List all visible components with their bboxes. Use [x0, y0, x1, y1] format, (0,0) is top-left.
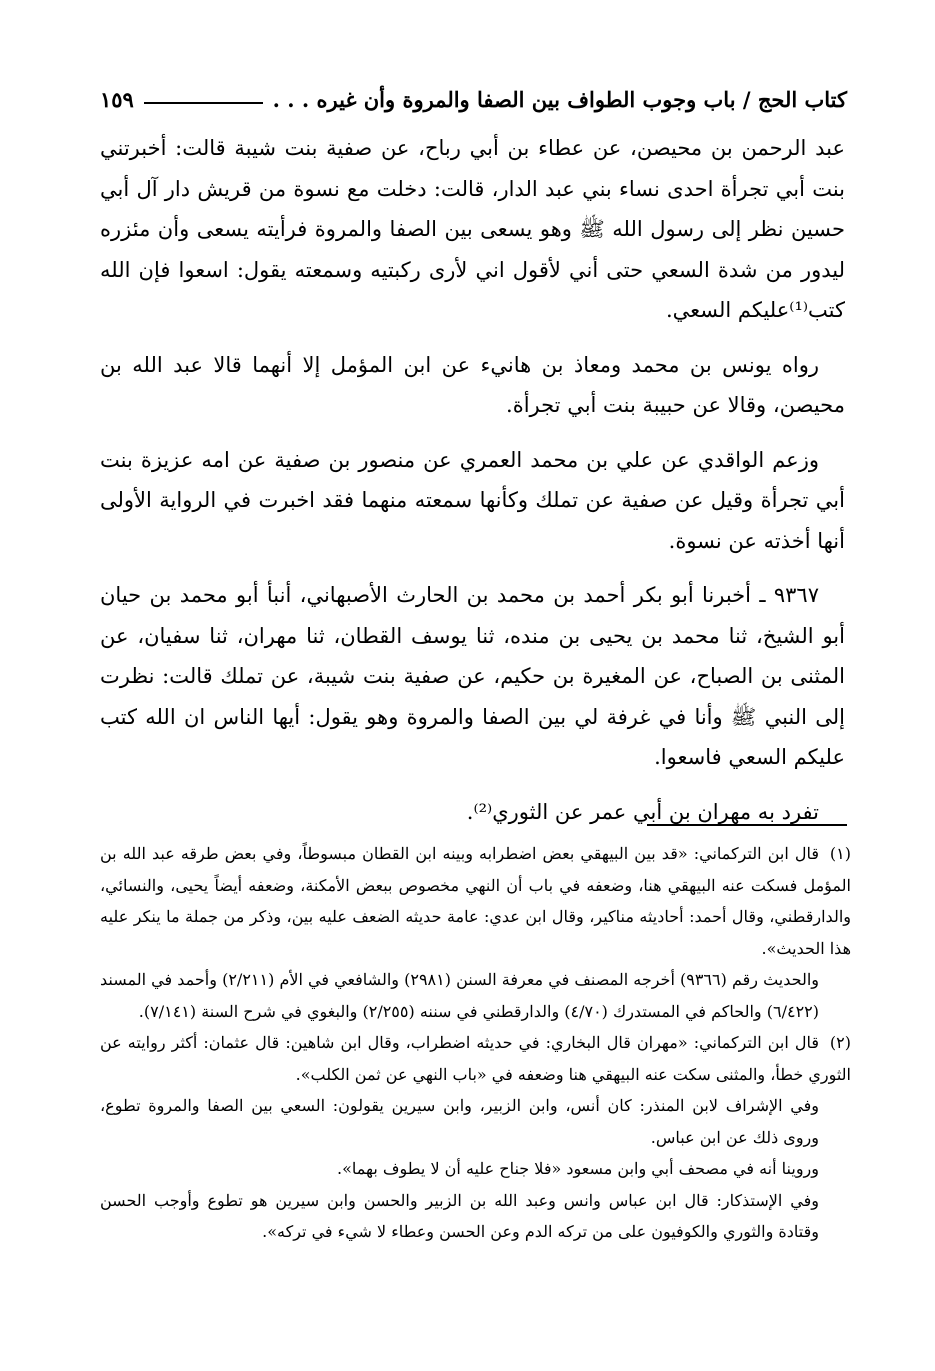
- footnote-2: [100, 1027, 851, 1090]
- paragraph-5: تفرد به مهران بن أبي عمر عن الثوري⁽²⁾.: [466, 799, 819, 824]
- footnote-2-text: قال ابن التركماني: «مهران قال البخاري: في حديثه اضطراب، وقال ابن شاهين: قال عثمان: أكثر روايته عن الثوري خطأ، والمثنى سكت عنه البيهقي هنا وضعفه في «باب النهي عن ثمن الكلب».: [100, 1033, 851, 1084]
- header-title: كتاب الحج / باب وجوب الطواف بين الصفا والمروة وأن غيره . . .: [272, 87, 847, 112]
- footnote-2-mushaf: وروينا أنه في مصحف أبي وابن مسعود «فلا جناح عليه أن لا يطوف بهما».: [337, 1159, 819, 1178]
- page-number: ١٥٩: [100, 87, 134, 112]
- header-rule: [144, 102, 263, 104]
- footnote-2-number: (٢): [829, 1033, 851, 1052]
- footnote-2-ishraf: وفي الإشراف لابن المنذر: كان أنس، وابن الزبير، وابن سيرين يقولون: السعي بين الصفا والمروة تطوع، وروى ذلك عن ابن عباس.: [100, 1096, 819, 1147]
- footnote-1-references: والحديث رقم (٩٣٦٦) أخرجه المصنف في معرفة السنن (٢٩٨١) والشافعي في الأم (٢/٢١١) وأحمد في المسند (٦/٤٢٢) والحاكم في المستدرك (٤/٧٠) والدارقطني في سننه (٢/٢٥٥) والبغوي في شرح السنة (٧/١٤١).: [100, 970, 820, 1021]
- running-header: [100, 78, 847, 112]
- paragraph-1: عبد الرحمن بن محيصن، عن عطاء بن أبي رباح، عن صفية بنت شيبة قالت: أخبرتني بنت أبي تجرأة احدى نساء بني عبد الدار، قالت: دخلت مع نسوة من قريش دار آل أبي حسين نظر إلى رسول الله ﷺ وهو يسعى بين الصفا والمروة فرأيته يسعى وأن مئزره ليدور من شدة السعي حتى أني لأقول اني لأرى ركبتيه وسمعته يقول: اسعوا فإن الله كتب⁽¹⁾عليكم السعي.: [100, 136, 845, 322]
- footnote-1: [100, 838, 851, 964]
- main-text: [100, 128, 845, 846]
- paragraph-2: رواه يونس بن محمد ومعاذ بن هانيء عن ابن المؤمل إلا أنهما قالا عبد الله بن محيصن، وقالا عن حبيبة بنت أبي تجرأة.: [100, 352, 845, 417]
- paragraph-3: وزعم الواقدي عن علي بن محمد العمري عن منصور بن صفية عن امه عزيزة بنت أبي تجرأة وقيل عن صفية عن تملك وكأنها سمعته منهما فقد اخبرت في الرواية الأولى أنها أخذته عن نسوة.: [100, 447, 845, 553]
- footnote-2-istidhkar: وفي الإستذكار: قال ابن عباس وانس وعبد الله بن الزبير والحسن وابن سيرين هو تطوع وأوجب الحسن وقتادة والثوري والكوفيون على من تركه الدم وعن الحسن وعطاء لا شيء في تركه».: [100, 1190, 819, 1241]
- footnote-1-number: (١): [829, 844, 851, 863]
- hadith-9367: ٩٣٦٧ ـ أخبرنا أبو بكر أحمد بن محمد بن الحارث الأصبهاني، أنبأ أبو محمد بن حيان أبو الشيخ، ثنا محمد بن يحيى بن منده، ثنا يوسف القطان، ثنا مهران، ثنا سفيان، عن المثنى بن الصباح، عن المغيرة بن حكيم، عن صفية بنت شيبة، عن تملك قالت: نظرت إلى النبي ﷺ وأنا في غرفة لي بين الصفا والمروة وهو يقول: أيها الناس ان الله كتب عليكم السعي فاسعوا.: [100, 583, 845, 769]
- footnote-1-text: قال ابن التركماني: «قد بين البيهقي بعض اضطرابه وبينه ابن القطان مبسوطاً، وفي بعض طرقه عبد الله بن المؤمل فسكت عنه البيهقي هنا، وضعفه في باب أن النهي مخصوص ببعض الأمكنة، وضعفه أيضاً يحيى، والنسائي، والدارقطني، وقال أحمد: أحاديثه مناكير، وقال ابن عدي: عامة حديثه الضعف عليه بين، وذكر من جملة ما ينكر عليه هذا الحديث».: [100, 844, 851, 958]
- footnote-separator: [647, 824, 847, 826]
- footnotes: [100, 838, 851, 1248]
